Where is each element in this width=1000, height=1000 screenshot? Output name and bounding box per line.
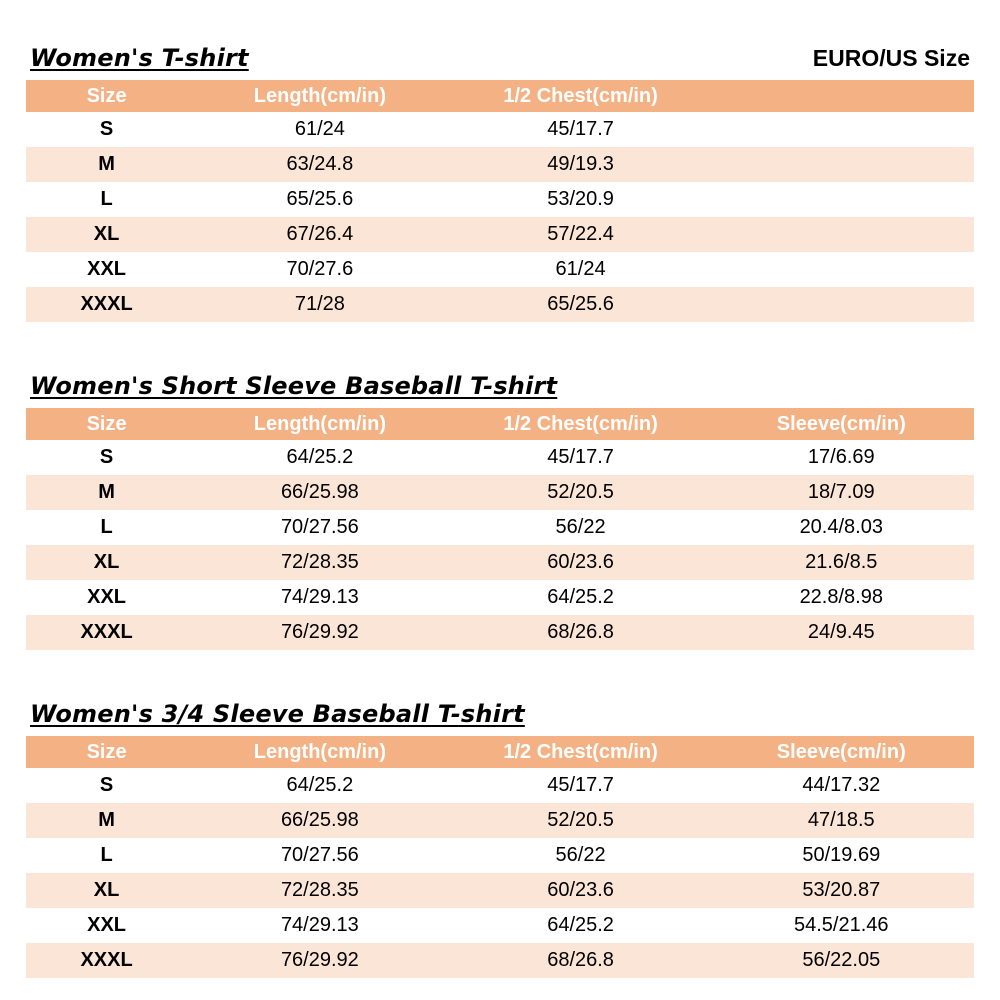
table-cell: 61/24 (294, 118, 345, 140)
size-table-three-quarter-sleeve-baseball (26, 736, 974, 978)
table-cell: 47/18.5 (807, 809, 875, 831)
table-cell: 52/20.5 (547, 809, 614, 831)
size-standard-label: EURO/US Size (812, 45, 970, 71)
table-row (26, 112, 974, 147)
table-cell: 56/22 (555, 844, 606, 866)
table-cell: 63/24.8 (286, 153, 354, 175)
table-cell: 45/17.7 (547, 446, 614, 468)
table-cell: 53/20.87 (802, 879, 881, 901)
table-cell: 66/25.98 (280, 481, 359, 503)
table-cell: 44/17.32 (802, 774, 881, 796)
column-header: Length(cm/in) (187, 408, 452, 440)
table-cell: 53/20.9 (547, 188, 614, 210)
table-cell: 57/22.4 (547, 223, 614, 245)
table-row (26, 182, 974, 217)
size-table-short-sleeve-baseball (26, 408, 974, 650)
table-cell (709, 147, 974, 182)
header-row (26, 408, 974, 440)
column-header: 1/2 Chest(cm/in) (453, 736, 709, 768)
table-cell: 60/23.6 (547, 879, 614, 901)
column-header (709, 80, 974, 112)
table-title: Women's Short Sleeve Baseball T-shirt (30, 372, 558, 400)
table-cell: 20.4/8.03 (799, 516, 883, 538)
table-cell: L (100, 844, 113, 866)
table-cell (709, 182, 974, 217)
table-cell: 70/27.56 (280, 844, 359, 866)
table-row (26, 803, 974, 838)
table-cell: XXL (87, 914, 127, 936)
table-cell: M (98, 809, 115, 831)
table-cell (709, 252, 974, 287)
table-row (26, 838, 974, 873)
column-header: 1/2 Chest(cm/in) (453, 80, 709, 112)
table-cell: 17/6.69 (807, 446, 875, 468)
table-cell (709, 217, 974, 252)
title-row (30, 700, 970, 728)
table-cell: 74/29.13 (280, 586, 359, 608)
table-cell: XL (93, 551, 120, 573)
table-cell: 64/25.2 (286, 446, 354, 468)
section-three-quarter-sleeve-baseball (26, 700, 974, 978)
table-row (26, 615, 974, 650)
table-cell: 76/29.92 (280, 949, 359, 971)
title-row (30, 44, 970, 72)
table-cell: 52/20.5 (547, 481, 614, 503)
table-row (26, 217, 974, 252)
table-cell: M (98, 481, 115, 503)
table-cell: 60/23.6 (547, 551, 614, 573)
table-cell: 70/27.56 (280, 516, 359, 538)
table-cell: 67/26.4 (286, 223, 354, 245)
table-cell: 68/26.8 (547, 621, 614, 643)
table-cell: XXXL (80, 293, 133, 315)
column-header: Sleeve(cm/in) (709, 408, 974, 440)
table-cell: 22.8/8.98 (799, 586, 883, 608)
header-row (26, 736, 974, 768)
table-cell: 56/22 (555, 516, 606, 538)
table-row (26, 475, 974, 510)
column-header: Length(cm/in) (187, 80, 452, 112)
table-cell: L (100, 188, 113, 210)
table-cell: S (99, 774, 114, 796)
title-row (30, 372, 970, 400)
table-cell: 45/17.7 (547, 118, 614, 140)
table-cell: M (98, 153, 115, 175)
table-cell: 70/27.6 (286, 258, 354, 280)
table-cell: S (99, 118, 114, 140)
header-row (26, 80, 974, 112)
column-header: 1/2 Chest(cm/in) (453, 408, 709, 440)
table-row (26, 943, 974, 978)
table-cell: XXL (87, 258, 127, 280)
table-cell: XXXL (80, 949, 133, 971)
table-cell: 24/9.45 (807, 621, 875, 643)
table-row (26, 147, 974, 182)
table-row (26, 440, 974, 475)
table-cell: 54.5/21.46 (794, 914, 889, 936)
table-row (26, 510, 974, 545)
table-cell: XXL (87, 586, 127, 608)
table-cell: 61/24 (555, 258, 606, 280)
table-cell: 45/17.7 (547, 774, 614, 796)
table-cell: 64/25.2 (547, 914, 614, 936)
table-cell: 50/19.69 (802, 844, 881, 866)
table-cell (709, 112, 974, 147)
table-cell: XL (93, 879, 120, 901)
column-header: Size (26, 736, 187, 768)
table-cell: 65/25.6 (286, 188, 354, 210)
table-cell: 76/29.92 (280, 621, 359, 643)
table-cell: 56/22.05 (802, 949, 881, 971)
table-cell: 72/28.35 (280, 551, 359, 573)
column-header: Size (26, 80, 187, 112)
table-cell: 64/25.2 (286, 774, 354, 796)
table-title: Women's T-shirt (30, 44, 249, 72)
table-cell: 66/25.98 (280, 809, 359, 831)
table-cell: 64/25.2 (547, 586, 614, 608)
table-cell: L (100, 516, 113, 538)
section-short-sleeve-baseball (26, 372, 974, 650)
table-cell: S (99, 446, 114, 468)
column-header: Sleeve(cm/in) (709, 736, 974, 768)
table-row (26, 873, 974, 908)
table-cell (709, 287, 974, 322)
table-cell: 71/28 (294, 293, 345, 315)
table-cell: 74/29.13 (280, 914, 359, 936)
table-cell: XL (93, 223, 120, 245)
table-row (26, 580, 974, 615)
table-row (26, 908, 974, 943)
table-row (26, 545, 974, 580)
section-womens-tshirt (26, 44, 974, 322)
size-table-womens-tshirt (26, 80, 974, 322)
table-row (26, 287, 974, 322)
table-cell: XXXL (80, 621, 133, 643)
table-row (26, 768, 974, 803)
table-row (26, 252, 974, 287)
table-cell: 65/25.6 (547, 293, 614, 315)
table-cell: 68/26.8 (547, 949, 614, 971)
column-header: Length(cm/in) (187, 736, 452, 768)
table-cell: 18/7.09 (807, 481, 875, 503)
column-header: Size (26, 408, 187, 440)
table-cell: 49/19.3 (547, 153, 614, 175)
table-title: Women's 3/4 Sleeve Baseball T-shirt (30, 700, 525, 728)
table-cell: 72/28.35 (280, 879, 359, 901)
table-cell: 21.6/8.5 (805, 551, 878, 573)
